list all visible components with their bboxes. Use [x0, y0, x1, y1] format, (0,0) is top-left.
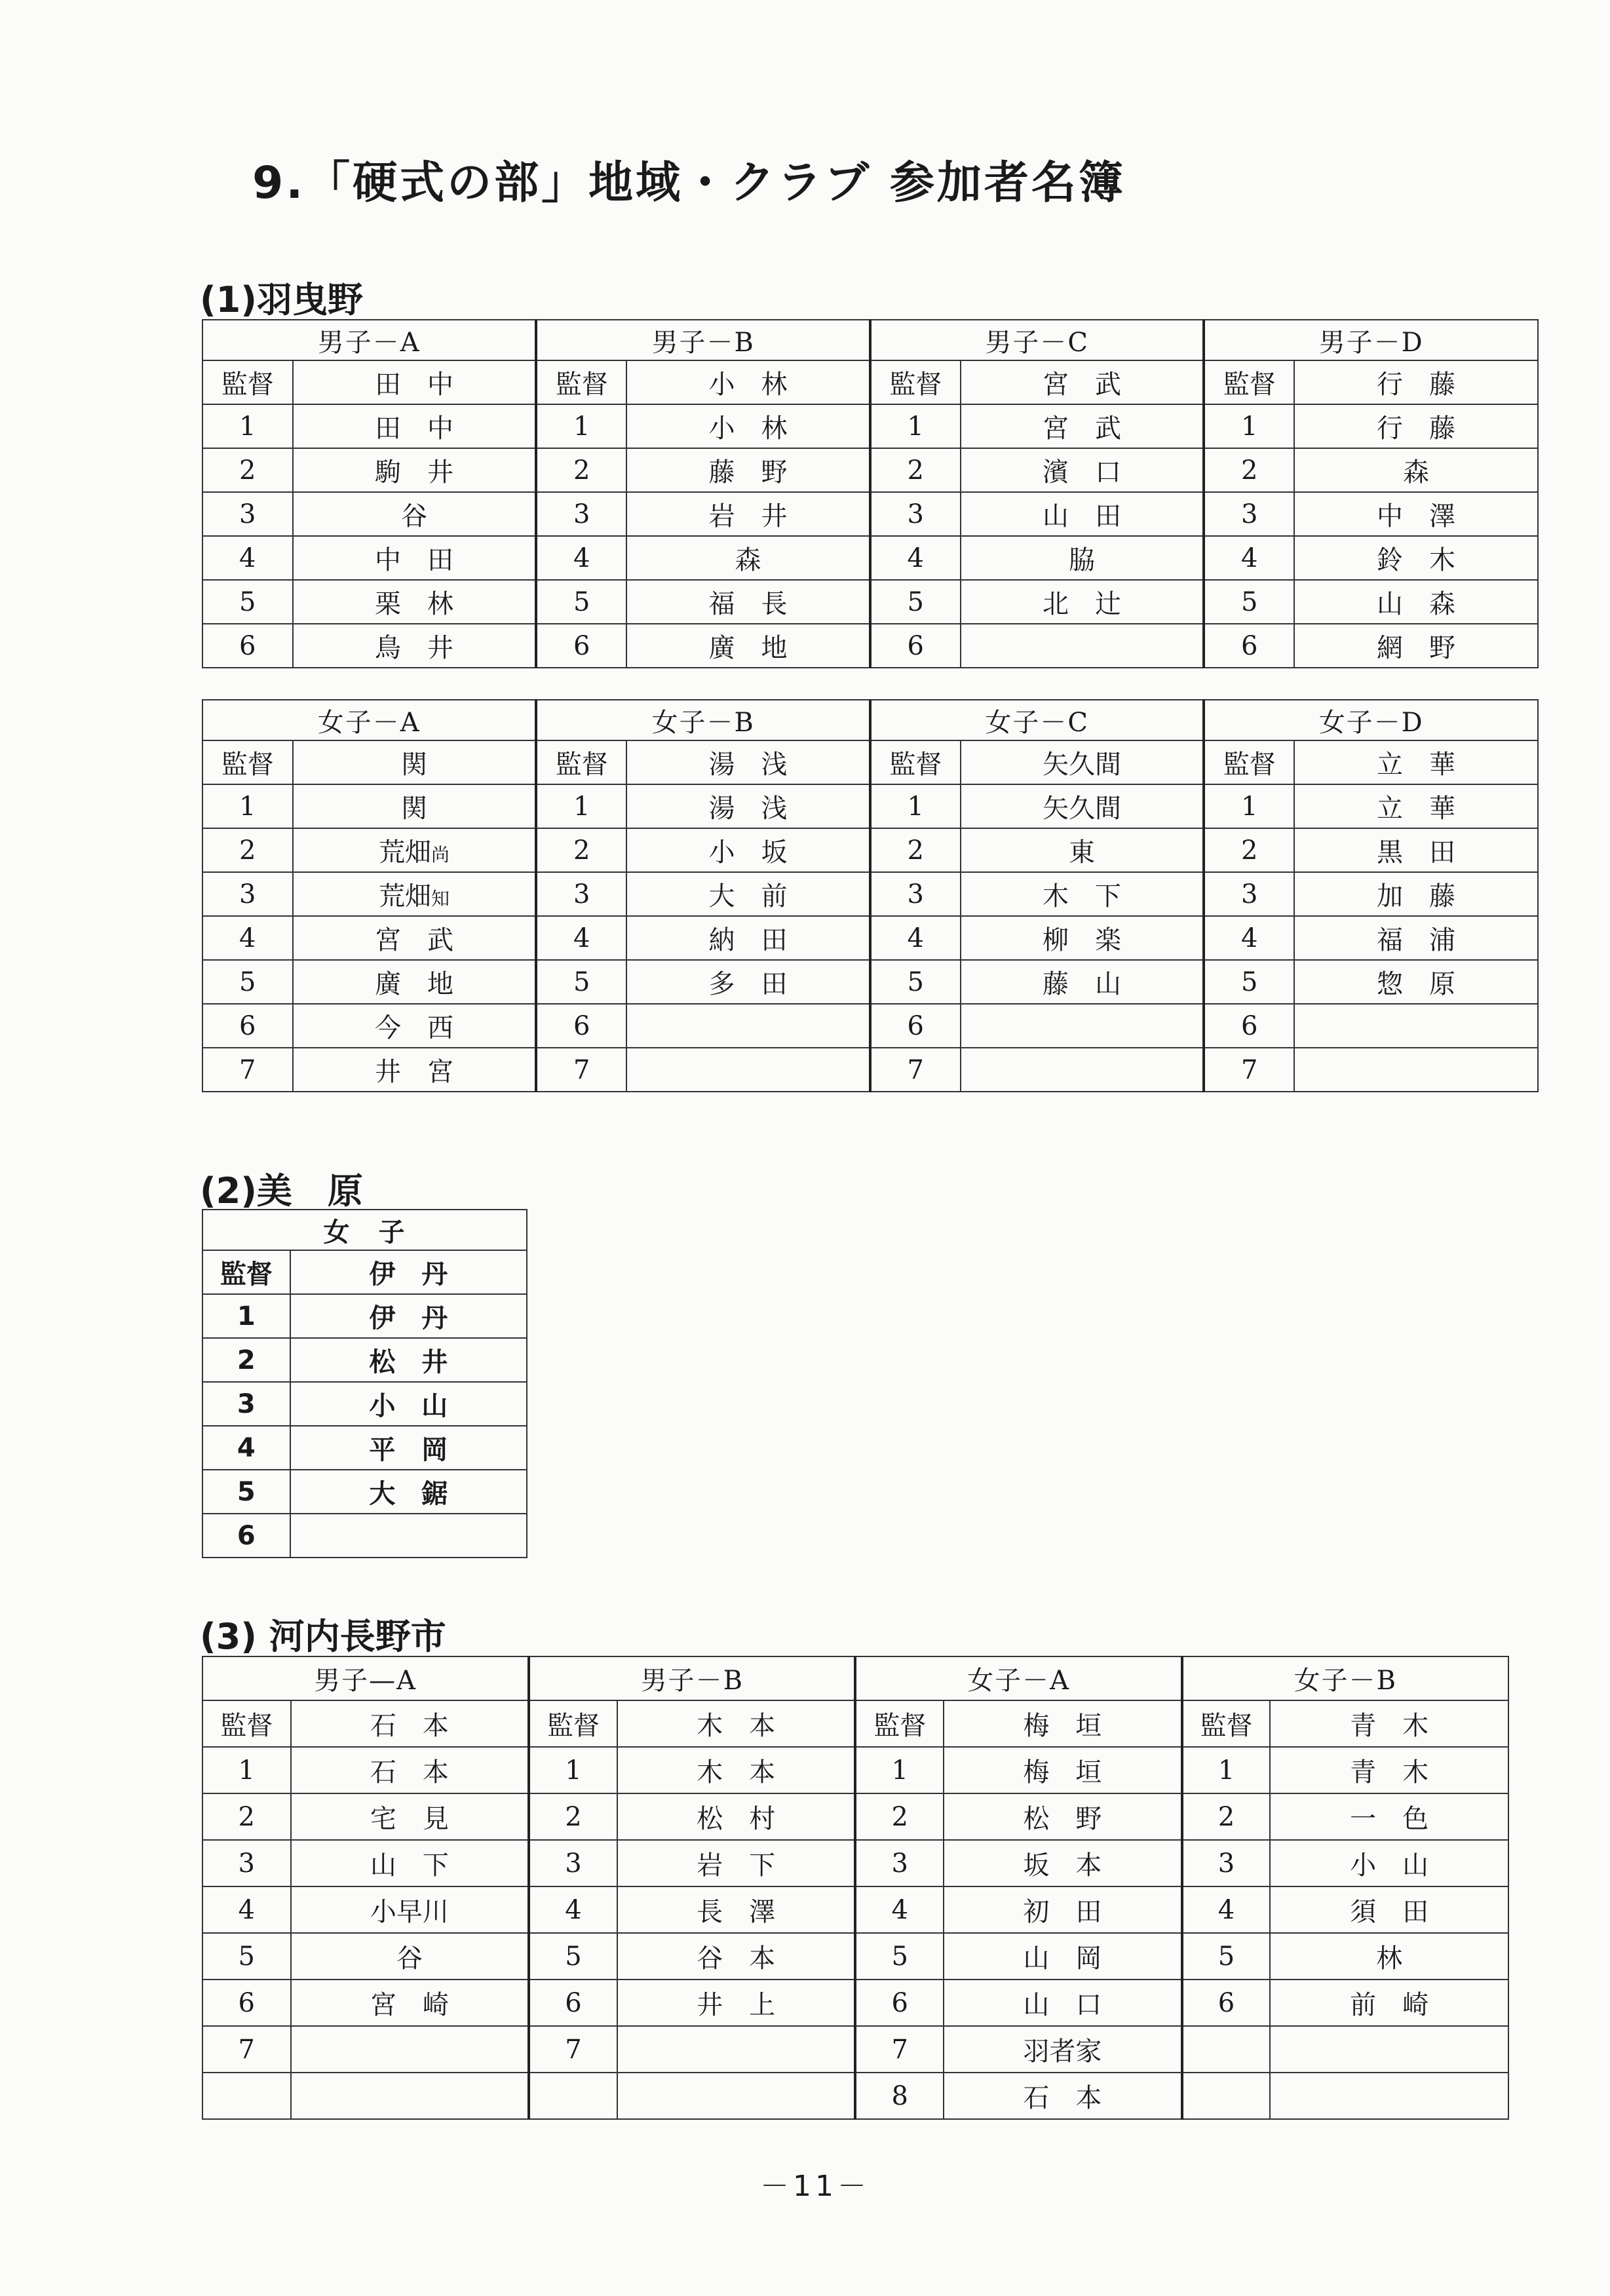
player-row: [202, 1980, 1508, 2026]
player-row: [202, 1048, 1538, 1092]
player-row: [202, 916, 1538, 960]
player-number: 2: [202, 828, 293, 872]
player-number: 7: [855, 2026, 944, 2073]
player-number: 7: [202, 1048, 293, 1092]
player-name: 納 田: [626, 916, 870, 960]
player-number: 5: [1204, 580, 1294, 624]
team-name: 男子－B: [536, 320, 870, 360]
player-row: [202, 1426, 527, 1470]
player-number: 3: [1182, 1840, 1271, 1886]
player-number: [202, 2073, 291, 2119]
player-name: 栗 林: [293, 580, 537, 624]
player-name: 惣 原: [1294, 960, 1538, 1004]
coach-name: 伊 丹: [290, 1250, 527, 1294]
player-number: 1: [1204, 784, 1294, 828]
coach-label: 監督: [870, 360, 961, 404]
team-name: 女子－B: [1182, 1656, 1508, 1700]
player-number: 5: [202, 580, 293, 624]
player-name: 坂 本: [944, 1840, 1182, 1886]
player-number: 4: [1204, 916, 1294, 960]
coach-label: 監督: [855, 1700, 944, 1747]
player-number: 5: [529, 1933, 617, 1980]
team-name: 男子—A: [202, 1656, 529, 1700]
player-number: 5: [855, 1933, 944, 1980]
player-name: 加 藤: [1294, 872, 1538, 916]
player-name: [291, 2026, 529, 2073]
team-name: 女子－B: [536, 700, 870, 740]
player-number: 7: [536, 1048, 626, 1092]
player-name: 網 野: [1294, 624, 1538, 668]
coach-label: 監督: [1182, 1700, 1271, 1747]
player-name: 松 野: [944, 1793, 1182, 1840]
player-number: 3: [870, 872, 961, 916]
player-name: 岩 井: [626, 492, 870, 536]
player-row: [202, 624, 1538, 668]
player-name: [1294, 1048, 1538, 1092]
team-name: 女子－A: [202, 700, 536, 740]
player-name: 羽者家: [944, 2026, 1182, 2073]
coach-row: [202, 1700, 1508, 1747]
player-number: 5: [1182, 1933, 1271, 1980]
player-number: 2: [202, 1793, 291, 1840]
player-name: 宮 崎: [291, 1980, 529, 2026]
coach-label: 監督: [1204, 360, 1294, 404]
player-name: 福 長: [626, 580, 870, 624]
player-number: 4: [1182, 1886, 1271, 1933]
coach-name: 関: [293, 740, 537, 784]
coach-name: 木 本: [617, 1700, 856, 1747]
player-number: [529, 2073, 617, 2119]
player-name: 関: [293, 784, 537, 828]
player-number: 2: [870, 828, 961, 872]
player-number: 2: [1204, 828, 1294, 872]
team-header-row: [202, 700, 1538, 740]
player-number: 6: [870, 624, 961, 668]
player-number: 5: [536, 580, 626, 624]
player-number: 3: [202, 1382, 290, 1426]
player-number: 6: [855, 1980, 944, 2026]
team-name: 男子－A: [202, 320, 536, 360]
player-number: 1: [529, 1747, 617, 1793]
player-number: 2: [202, 448, 293, 492]
player-number: 2: [855, 1793, 944, 1840]
player-number: 7: [1204, 1048, 1294, 1092]
player-name: [1270, 2026, 1508, 2073]
coach-row: [202, 1250, 527, 1294]
coach-label: 監督: [529, 1700, 617, 1747]
roster-table-mihara-girls: [202, 1209, 527, 1558]
player-name: 梅 垣: [944, 1747, 1182, 1793]
player-number: 6: [536, 624, 626, 668]
player-number: 5: [202, 1933, 291, 1980]
player-row: [202, 1294, 527, 1338]
player-name: 木 本: [617, 1747, 856, 1793]
player-number: 2: [202, 1338, 290, 1382]
player-name: [626, 1048, 870, 1092]
player-row: [202, 2026, 1508, 2073]
player-name: [291, 2073, 529, 2119]
player-name: 長 澤: [617, 1886, 856, 1933]
coach-label: 監督: [202, 1700, 291, 1747]
player-name: 中 田: [293, 536, 537, 580]
player-name: 松 井: [290, 1338, 527, 1382]
player-row: [202, 828, 1538, 872]
player-number: 5: [870, 580, 961, 624]
player-name: 山 岡: [944, 1933, 1182, 1980]
player-name: [961, 1048, 1204, 1092]
roster-table-habikino-boys: [202, 319, 1539, 668]
player-name: [290, 1514, 527, 1558]
player-name: [617, 2026, 856, 2073]
coach-label: 監督: [536, 740, 626, 784]
player-number: 2: [529, 1793, 617, 1840]
player-name: 石 本: [944, 2073, 1182, 2119]
player-number: 7: [870, 1048, 961, 1092]
team-name: 男子－B: [529, 1656, 855, 1700]
coach-name: 宮 武: [961, 360, 1204, 404]
player-row: [202, 536, 1538, 580]
player-number: 4: [202, 916, 293, 960]
player-number: 5: [1204, 960, 1294, 1004]
coach-label: 監督: [202, 740, 293, 784]
player-name: 行 藤: [1294, 404, 1538, 448]
player-number: 2: [1182, 1793, 1271, 1840]
player-row: [202, 404, 1538, 448]
player-row: [202, 784, 1538, 828]
player-number: 6: [1204, 624, 1294, 668]
player-name: 須 田: [1270, 1886, 1508, 1933]
player-number: 1: [855, 1747, 944, 1793]
player-name: 矢久間: [961, 784, 1204, 828]
player-name: 山 森: [1294, 580, 1538, 624]
player-name: 山 口: [944, 1980, 1182, 2026]
player-name: 小 山: [1270, 1840, 1508, 1886]
player-name: 松 村: [617, 1793, 856, 1840]
player-number: [1182, 2073, 1271, 2119]
player-name: 湯 浅: [626, 784, 870, 828]
player-name: 木 下: [961, 872, 1204, 916]
roster-table-kawachinagano: [202, 1656, 1509, 2120]
player-number: 2: [536, 448, 626, 492]
player-name: 石 本: [291, 1747, 529, 1793]
player-name: 林: [1270, 1933, 1508, 1980]
player-name: 駒 井: [293, 448, 537, 492]
team-name: 女子－A: [855, 1656, 1181, 1700]
player-number: 1: [870, 404, 961, 448]
team-name: 男子－C: [870, 320, 1204, 360]
player-number: 6: [202, 624, 293, 668]
player-name: 小 林: [626, 404, 870, 448]
player-name: 前 崎: [1270, 1980, 1508, 2026]
player-number: 4: [870, 916, 961, 960]
coach-row: [202, 740, 1538, 784]
section-title-mihara: (2)美 原: [200, 1170, 363, 1212]
player-name: 谷 本: [617, 1933, 856, 1980]
player-name: [293, 828, 537, 872]
player-name: 小早川: [291, 1886, 529, 1933]
player-name: 井 宮: [293, 1048, 537, 1092]
player-name: 藤 野: [626, 448, 870, 492]
player-number: 3: [870, 492, 961, 536]
player-number: 8: [855, 2073, 944, 2119]
coach-name: 湯 浅: [626, 740, 870, 784]
player-name: 谷: [291, 1933, 529, 1980]
player-number: 1: [1182, 1747, 1271, 1793]
player-row: [202, 448, 1538, 492]
player-number: 6: [202, 1514, 290, 1558]
coach-name: 行 藤: [1294, 360, 1538, 404]
team-name: 女 子: [202, 1210, 527, 1250]
player-number: 3: [202, 1840, 291, 1886]
player-number: 1: [536, 404, 626, 448]
coach-name: 立 華: [1294, 740, 1538, 784]
player-name: 山 田: [961, 492, 1204, 536]
player-number: 1: [202, 404, 293, 448]
section-title-habikino: (1)羽曳野: [200, 279, 363, 320]
player-number: 4: [202, 536, 293, 580]
player-name: 大 前: [626, 872, 870, 916]
player-number: 1: [202, 1294, 290, 1338]
player-number: 4: [870, 536, 961, 580]
player-number: 6: [202, 1004, 293, 1048]
player-name: [617, 2073, 856, 2119]
player-row: [202, 960, 1538, 1004]
coach-name: 小 林: [626, 360, 870, 404]
player-row: [202, 1747, 1508, 1793]
player-name: 伊 丹: [290, 1294, 527, 1338]
player-row: [202, 1470, 527, 1514]
player-name: 宮 武: [961, 404, 1204, 448]
player-name: 大 鋸: [290, 1470, 527, 1514]
player-number: 1: [1204, 404, 1294, 448]
player-name-text: 荒畑: [379, 837, 432, 868]
player-row: [202, 1004, 1538, 1048]
player-number: 5: [536, 960, 626, 1004]
player-name: 北 辻: [961, 580, 1204, 624]
coach-name: 青 木: [1270, 1700, 1508, 1747]
player-row: [202, 1886, 1508, 1933]
player-number: 2: [1204, 448, 1294, 492]
roster-table-habikino-girls: [202, 699, 1539, 1092]
coach-name: 矢久間: [961, 740, 1204, 784]
player-number: 2: [870, 448, 961, 492]
player-number: 5: [202, 960, 293, 1004]
page-number: －11－: [760, 2170, 870, 2203]
player-number: 1: [870, 784, 961, 828]
player-number: 5: [870, 960, 961, 1004]
team-name: 男子－D: [1204, 320, 1538, 360]
team-name: 女子－D: [1204, 700, 1538, 740]
player-name: 多 田: [626, 960, 870, 1004]
player-name: 東: [961, 828, 1204, 872]
coach-label: 監督: [1204, 740, 1294, 784]
player-name: [1294, 1004, 1538, 1048]
player-name: 森: [626, 536, 870, 580]
player-name: [293, 872, 537, 916]
player-number: 5: [202, 1470, 290, 1514]
player-name-suffix: 尚: [431, 844, 450, 866]
player-number: 4: [536, 536, 626, 580]
coach-label: 監督: [536, 360, 626, 404]
player-number: 3: [536, 492, 626, 536]
player-number: 6: [1182, 1980, 1271, 2026]
player-row: [202, 1793, 1508, 1840]
team-name: 女子－C: [870, 700, 1204, 740]
player-name: 黒 田: [1294, 828, 1538, 872]
player-row: [202, 1514, 527, 1558]
player-name: [961, 624, 1204, 668]
player-name-suffix: 知: [431, 888, 450, 909]
player-name: 谷: [293, 492, 537, 536]
player-name: 柳 楽: [961, 916, 1204, 960]
player-name: 藤 山: [961, 960, 1204, 1004]
player-number: 2: [536, 828, 626, 872]
player-number: 7: [202, 2026, 291, 2073]
player-name: 廣 地: [626, 624, 870, 668]
player-number: 1: [536, 784, 626, 828]
player-name: 中 澤: [1294, 492, 1538, 536]
player-name: 森: [1294, 448, 1538, 492]
coach-name: 田 中: [293, 360, 537, 404]
player-name: 今 西: [293, 1004, 537, 1048]
player-name: 田 中: [293, 404, 537, 448]
player-row: [202, 872, 1538, 916]
player-row: [202, 1840, 1508, 1886]
player-name: 脇: [961, 536, 1204, 580]
player-number: 4: [855, 1886, 944, 1933]
page-title: 9.「硬式の部」地域・クラブ 参加者名簿: [252, 157, 1126, 209]
player-number: 6: [202, 1980, 291, 2026]
player-number: 6: [1204, 1004, 1294, 1048]
player-name: 岩 下: [617, 1840, 856, 1886]
player-name: [961, 1004, 1204, 1048]
player-number: 4: [1204, 536, 1294, 580]
player-row: [202, 1338, 527, 1382]
player-name: 濱 口: [961, 448, 1204, 492]
player-number: 3: [1204, 492, 1294, 536]
player-number: 4: [536, 916, 626, 960]
player-name: 山 下: [291, 1840, 529, 1886]
player-row: [202, 580, 1538, 624]
player-number: 3: [1204, 872, 1294, 916]
player-number: 4: [202, 1886, 291, 1933]
player-name: 立 華: [1294, 784, 1538, 828]
section-title-kawachinagano: (3) 河内長野市: [200, 1616, 446, 1657]
player-name: 青 木: [1270, 1747, 1508, 1793]
team-header-row: [202, 1210, 527, 1250]
player-row: [202, 492, 1538, 536]
player-number: [1182, 2026, 1271, 2073]
player-name: 鳥 井: [293, 624, 537, 668]
player-number: 6: [529, 1980, 617, 2026]
player-name: 平 岡: [290, 1426, 527, 1470]
coach-name: 梅 垣: [944, 1700, 1182, 1747]
player-number: 3: [529, 1840, 617, 1886]
player-row: [202, 1933, 1508, 1980]
player-row: [202, 2073, 1508, 2119]
player-number: 3: [202, 872, 293, 916]
player-name: 一 色: [1270, 1793, 1508, 1840]
player-row: [202, 1382, 527, 1426]
player-number: 3: [536, 872, 626, 916]
player-number: 6: [870, 1004, 961, 1048]
coach-name: 石 本: [291, 1700, 529, 1747]
player-name: 宅 見: [291, 1793, 529, 1840]
player-name: 小 山: [290, 1382, 527, 1426]
player-name: 小 坂: [626, 828, 870, 872]
player-name: [626, 1004, 870, 1048]
player-name: 鈴 木: [1294, 536, 1538, 580]
coach-label: 監督: [202, 360, 293, 404]
team-header-row: [202, 320, 1538, 360]
player-number: 4: [529, 1886, 617, 1933]
player-name: 福 浦: [1294, 916, 1538, 960]
player-number: 3: [855, 1840, 944, 1886]
coach-label: 監督: [870, 740, 961, 784]
player-number: 3: [202, 492, 293, 536]
coach-label: 監督: [202, 1250, 290, 1294]
player-name: 初 田: [944, 1886, 1182, 1933]
team-header-row: [202, 1656, 1508, 1700]
player-number: 7: [529, 2026, 617, 2073]
player-name: 宮 武: [293, 916, 537, 960]
player-number: 4: [202, 1426, 290, 1470]
player-name: [1270, 2073, 1508, 2119]
player-number: 1: [202, 784, 293, 828]
player-name: 井 上: [617, 1980, 856, 2026]
player-name-text: 荒畑: [379, 881, 432, 911]
player-number: 6: [536, 1004, 626, 1048]
player-number: 1: [202, 1747, 291, 1793]
player-name: 廣 地: [293, 960, 537, 1004]
coach-row: [202, 360, 1538, 404]
